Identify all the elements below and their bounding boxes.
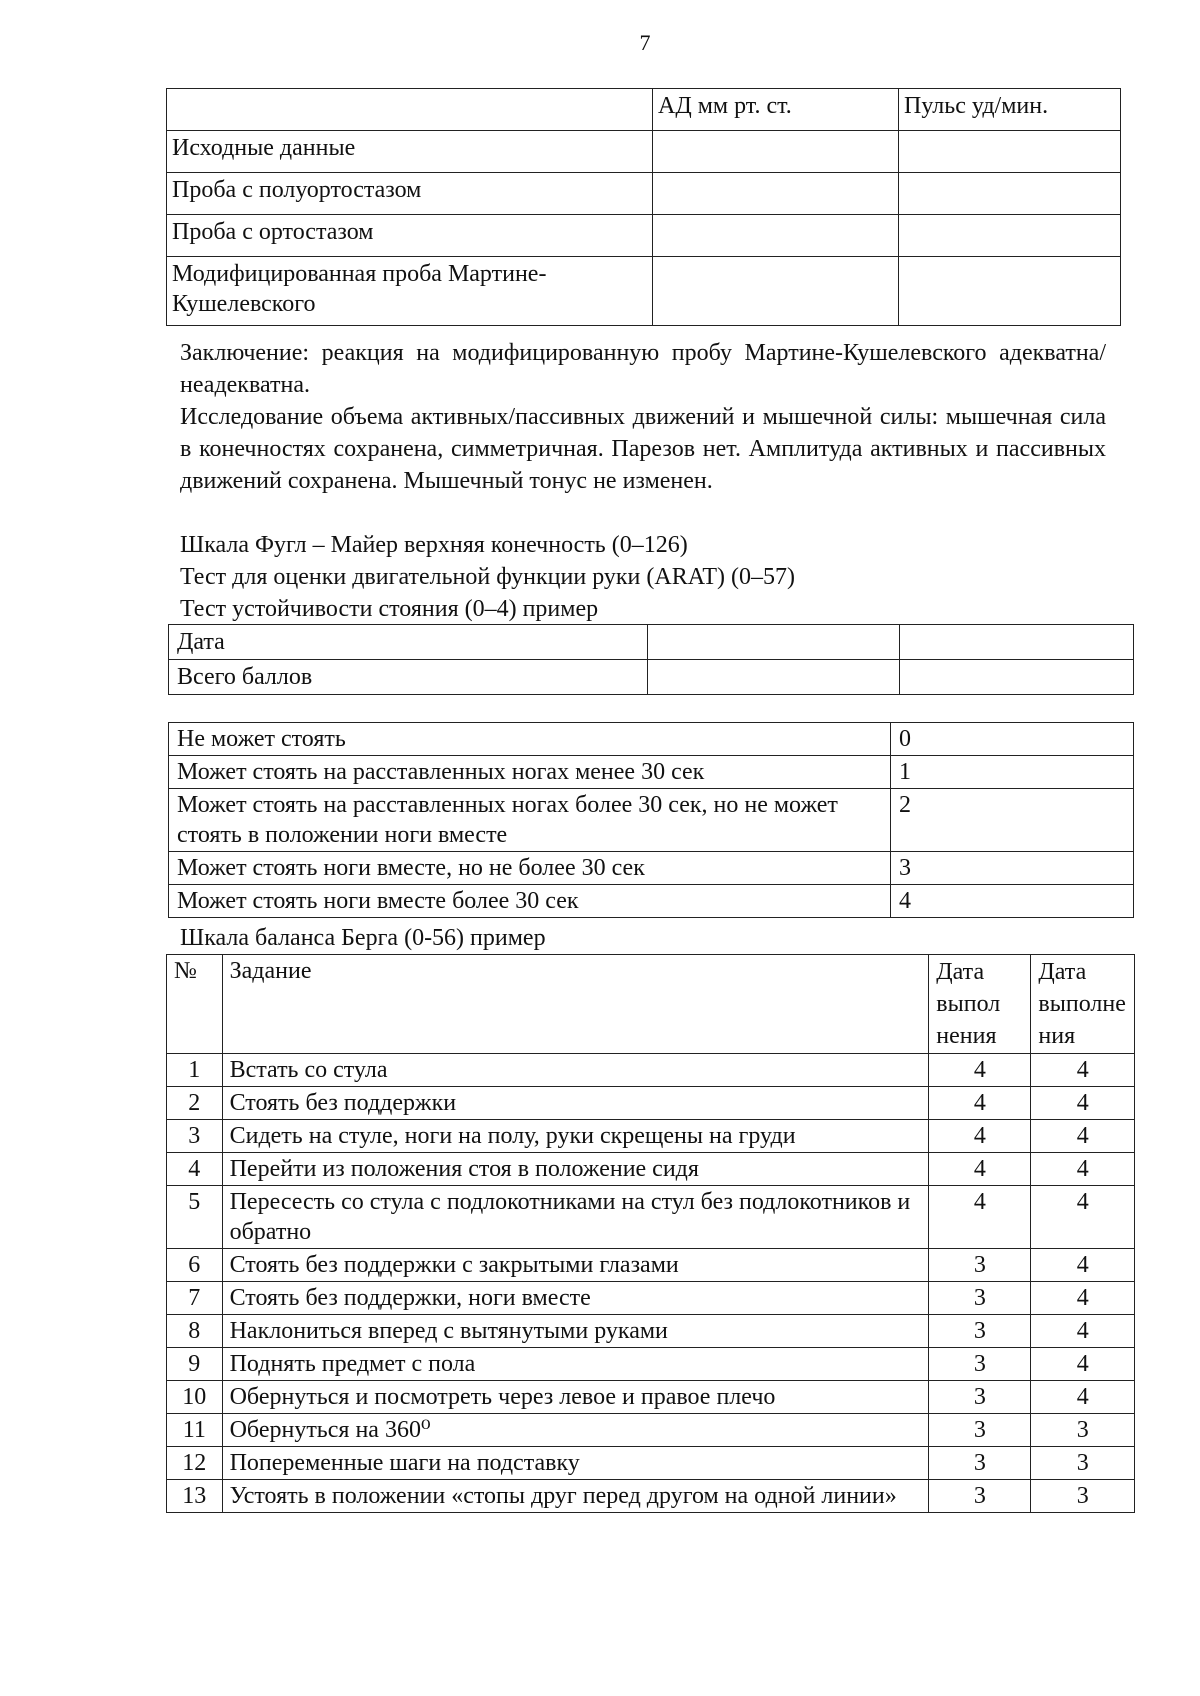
task-text: Перейти из положения стоя в положение сидя bbox=[222, 1153, 929, 1186]
table-header-row bbox=[167, 955, 1135, 1054]
table-row bbox=[169, 789, 1134, 852]
task-text: Сидеть на стуле, ноги на полу, руки скрещены на груди bbox=[222, 1120, 929, 1153]
scale-description: Может стоять на расставленных ногах более 30 сек, но не может стоять в положении ноги вместе bbox=[169, 789, 891, 852]
score-date2: 3 bbox=[1031, 1414, 1135, 1447]
scale-score: 0 bbox=[891, 723, 1134, 756]
row-number: 10 bbox=[167, 1381, 223, 1414]
table-row bbox=[167, 1348, 1135, 1381]
table-row bbox=[167, 1315, 1135, 1348]
header-task: Задание bbox=[222, 955, 929, 1054]
table-row bbox=[169, 625, 1134, 660]
table-row bbox=[167, 1282, 1135, 1315]
task-text: Наклониться вперед с вытянутыми руками bbox=[222, 1315, 929, 1348]
task-text: Попеременные шаги на подставку bbox=[222, 1447, 929, 1480]
score-date2: 4 bbox=[1031, 1153, 1135, 1186]
table-cell bbox=[653, 131, 899, 173]
header-cell-pulse: Пульс уд/мин. bbox=[899, 89, 1121, 131]
table-cell bbox=[648, 625, 900, 660]
row-number: 7 bbox=[167, 1282, 223, 1315]
row-number: 11 bbox=[167, 1414, 223, 1447]
score-date2: 4 bbox=[1031, 1282, 1135, 1315]
row-number: 3 bbox=[167, 1120, 223, 1153]
row-number: 13 bbox=[167, 1480, 223, 1513]
table-row bbox=[167, 1249, 1135, 1282]
table-cell bbox=[653, 215, 899, 257]
header-cell-empty bbox=[167, 89, 653, 131]
table-cell bbox=[899, 131, 1121, 173]
table-cell bbox=[653, 257, 899, 326]
header-date1: Дата выпол нения bbox=[929, 955, 1031, 1054]
table-cell bbox=[899, 215, 1121, 257]
scale-description: Может стоять ноги вместе, но не более 30 сек bbox=[169, 852, 891, 885]
score-date2: 4 bbox=[1031, 1120, 1135, 1153]
conclusion-text: Заключение: реакция на модифицированную пробу Мартине-Кушелевского адекватна/неадекватна. bbox=[180, 340, 1106, 398]
score-date2: 4 bbox=[1031, 1249, 1135, 1282]
scale-description: Может стоять ноги вместе более 30 сек bbox=[169, 885, 891, 918]
table-cell bbox=[648, 660, 900, 695]
row-label: Проба с ортостазом bbox=[167, 215, 653, 257]
row-label: Всего баллов bbox=[169, 660, 648, 695]
task-text: Встать со стула bbox=[222, 1054, 929, 1087]
berg-title: Шкала баланса Берга (0-56) пример bbox=[180, 925, 546, 951]
score-date2: 4 bbox=[1031, 1381, 1135, 1414]
standing-test-title: Тест устойчивости стояния (0–4) пример bbox=[180, 596, 599, 622]
task-text: Стоять без поддержки, ноги вместе bbox=[222, 1282, 929, 1315]
vitals-table bbox=[166, 88, 1121, 326]
scale-description: Не может стоять bbox=[169, 723, 891, 756]
fugl-meyer-text: Шкала Фугл – Майер верхняя конечность (0–126) bbox=[180, 532, 688, 558]
header-date2: Дата выполне ния bbox=[1031, 955, 1135, 1054]
table-row bbox=[167, 1480, 1135, 1513]
score-date1: 3 bbox=[929, 1348, 1031, 1381]
score-date1: 3 bbox=[929, 1315, 1031, 1348]
task-text: Обернуться и посмотреть через левое и правое плечо bbox=[222, 1381, 929, 1414]
header-cell-bp: АД мм рт. ст. bbox=[653, 89, 899, 131]
page-number: 7 bbox=[639, 30, 651, 55]
table-row bbox=[167, 1447, 1135, 1480]
table-row bbox=[169, 660, 1134, 695]
table-row bbox=[167, 1120, 1135, 1153]
row-number: 8 bbox=[167, 1315, 223, 1348]
score-date1: 4 bbox=[929, 1153, 1031, 1186]
row-label: Исходные данные bbox=[167, 131, 653, 173]
standing-scale-table bbox=[168, 722, 1134, 918]
scale-description: Может стоять на расставленных ногах менее 30 сек bbox=[169, 756, 891, 789]
row-number: 5 bbox=[167, 1186, 223, 1249]
table-cell bbox=[653, 173, 899, 215]
table-row bbox=[167, 1414, 1135, 1447]
task-text: Стоять без поддержки bbox=[222, 1087, 929, 1120]
row-number: 2 bbox=[167, 1087, 223, 1120]
table-row bbox=[167, 257, 1121, 326]
row-number: 6 bbox=[167, 1249, 223, 1282]
scale-score: 2 bbox=[891, 789, 1134, 852]
row-number: 1 bbox=[167, 1054, 223, 1087]
score-date1: 3 bbox=[929, 1414, 1031, 1447]
score-date2: 4 bbox=[1031, 1054, 1135, 1087]
table-cell bbox=[899, 257, 1121, 326]
score-date1: 4 bbox=[929, 1087, 1031, 1120]
table-row bbox=[167, 89, 1121, 131]
table-row bbox=[167, 1153, 1135, 1186]
score-date1: 4 bbox=[929, 1054, 1031, 1087]
table-row bbox=[167, 1054, 1135, 1087]
table-row bbox=[167, 1381, 1135, 1414]
table-row bbox=[169, 852, 1134, 885]
berg-table bbox=[166, 954, 1135, 1513]
score-date1: 3 bbox=[929, 1447, 1031, 1480]
task-text: Устоять в положении «стопы друг перед другом на одной линии» bbox=[222, 1480, 929, 1513]
score-date1: 3 bbox=[929, 1249, 1031, 1282]
header-num: № bbox=[167, 955, 223, 1054]
task-text: Обернуться на 360⁰ bbox=[222, 1414, 929, 1447]
table-row bbox=[169, 756, 1134, 789]
row-number: 9 bbox=[167, 1348, 223, 1381]
score-date1: 4 bbox=[929, 1186, 1031, 1249]
row-label: Дата bbox=[169, 625, 648, 660]
row-label: Проба с полуортостазом bbox=[167, 173, 653, 215]
table-row bbox=[169, 885, 1134, 918]
score-date2: 4 bbox=[1031, 1315, 1135, 1348]
row-number: 4 bbox=[167, 1153, 223, 1186]
table-row bbox=[169, 723, 1134, 756]
scale-score: 4 bbox=[891, 885, 1134, 918]
score-date2: 3 bbox=[1031, 1480, 1135, 1513]
arat-text: Тест для оценки двигательной функции руки (ARAT) (0–57) bbox=[180, 564, 796, 590]
table-row bbox=[167, 1186, 1135, 1249]
score-date2: 4 bbox=[1031, 1348, 1135, 1381]
score-date1: 3 bbox=[929, 1381, 1031, 1414]
table-cell bbox=[900, 660, 1134, 695]
score-date1: 3 bbox=[929, 1480, 1031, 1513]
table-cell bbox=[899, 173, 1121, 215]
scale-score: 3 bbox=[891, 852, 1134, 885]
task-text: Поднять предмет с пола bbox=[222, 1348, 929, 1381]
task-text: Пересесть со стула с подлокотниками на стул без подлокотников и обратно bbox=[222, 1186, 929, 1249]
score-date1: 3 bbox=[929, 1282, 1031, 1315]
table-row bbox=[167, 131, 1121, 173]
score-date2: 3 bbox=[1031, 1447, 1135, 1480]
task-text: Стоять без поддержки с закрытыми глазами bbox=[222, 1249, 929, 1282]
row-number: 12 bbox=[167, 1447, 223, 1480]
table-cell bbox=[900, 625, 1134, 660]
table-row bbox=[167, 173, 1121, 215]
row-label: Модифицированная проба Мартине-Кушелевского bbox=[167, 257, 653, 326]
table-row bbox=[167, 1087, 1135, 1120]
score-date1: 4 bbox=[929, 1120, 1031, 1153]
score-date2: 4 bbox=[1031, 1087, 1135, 1120]
dates-table bbox=[168, 624, 1134, 695]
scale-score: 1 bbox=[891, 756, 1134, 789]
score-date2: 4 bbox=[1031, 1186, 1135, 1249]
movement-text: Исследование объема активных/пассивных движений и мышечной силы: мышечная сила в конечностях сохранена, симметричная. Парезов нет. Амплитуда активных и пассивных движений сохранена. Мышечный тонус не изменен. bbox=[180, 404, 1106, 494]
table-row bbox=[167, 215, 1121, 257]
